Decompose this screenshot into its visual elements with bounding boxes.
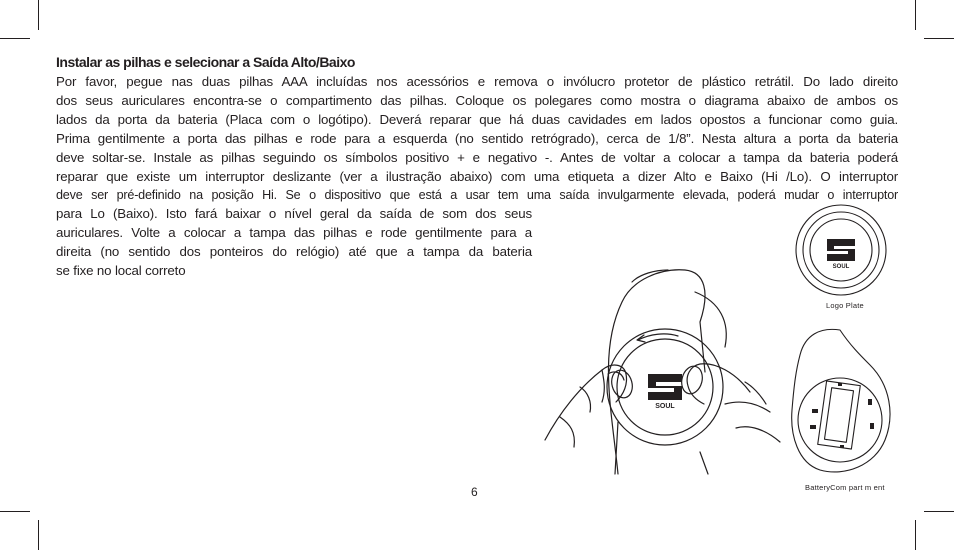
logo-plate-logo-text: SOUL — [832, 264, 850, 270]
paragraph-line: Por favor, pegue nas duas pilhas AAA incluídas nos acessórios e remova o invólucro protetor de plástico retrátil. Do lado direito — [56, 74, 898, 89]
paragraph-line: lados da porta da bateria (Placa com o logótipo). Deverá reparar que há duas cavidades em lados opostos a funcionar como guia. — [56, 112, 898, 127]
crop-mark — [0, 511, 30, 512]
crop-mark — [915, 0, 916, 30]
logo-plate-caption: Logo Plate — [826, 301, 864, 310]
paragraph-line: deve ser pré-definido na posição Hi. Se o dispositivo que está a usar tem uma saída invulgarmente elevada, poderá mudar o interruptor — [56, 188, 898, 202]
crop-mark — [924, 38, 954, 39]
paragraph-line: deve soltar-se. Instale as pilhas seguindo os símbolos positivo + e negativo -. Antes de voltar a colocar a tampa da bateria poderá — [56, 150, 898, 165]
crop-mark — [38, 520, 39, 550]
paragraph-line: para Lo (Baixo). Isto fará baixar o nível geral da saída de som dos seus — [56, 206, 532, 221]
instruction-paragraph — [56, 72, 898, 205]
crop-mark — [38, 0, 39, 30]
paragraph-line: Prima gentilmente a porta das pilhas e rode para a esquerda (no sentido retrógrado), cerca de 1/8”. Nesta altura a porta da bateria — [56, 131, 898, 146]
soul-logo-text: SOUL — [655, 403, 675, 410]
hands-rotating-battery-door-illustration — [540, 262, 790, 480]
battery-compartment-illustration — [790, 325, 900, 481]
crop-mark — [0, 38, 30, 39]
instruction-paragraph-continued — [56, 204, 532, 280]
logo-plate-illustration — [791, 203, 891, 303]
paragraph-line: auriculares. Volte a colocar a tampa das pilhas e rode gentilmente para a — [56, 225, 532, 240]
battery-compartment-caption: BatteryCom part m ent — [805, 483, 885, 492]
paragraph-line: direita (no sentido dos ponteiros do relógio) até que a tampa da bateria — [56, 244, 532, 259]
paragraph-line: se fixe no local correto — [56, 263, 186, 278]
page-number: 6 — [471, 485, 478, 499]
crop-mark — [915, 520, 916, 550]
paragraph-line: reparar que existe um interruptor deslizante (ver a ilustração abaixo) com uma etiqueta a dizer Alto e Baixo (Hi /Lo). O interruptor — [56, 169, 898, 184]
paragraph-line: dos seus auriculares encontra-se o compartimento das pilhas. Coloque os polegares como mostra o diagrama abaixo de ambos os — [56, 93, 898, 108]
section-heading: Instalar as pilhas e selecionar a Saída Alto/Baixo — [56, 54, 355, 70]
crop-mark — [924, 511, 954, 512]
